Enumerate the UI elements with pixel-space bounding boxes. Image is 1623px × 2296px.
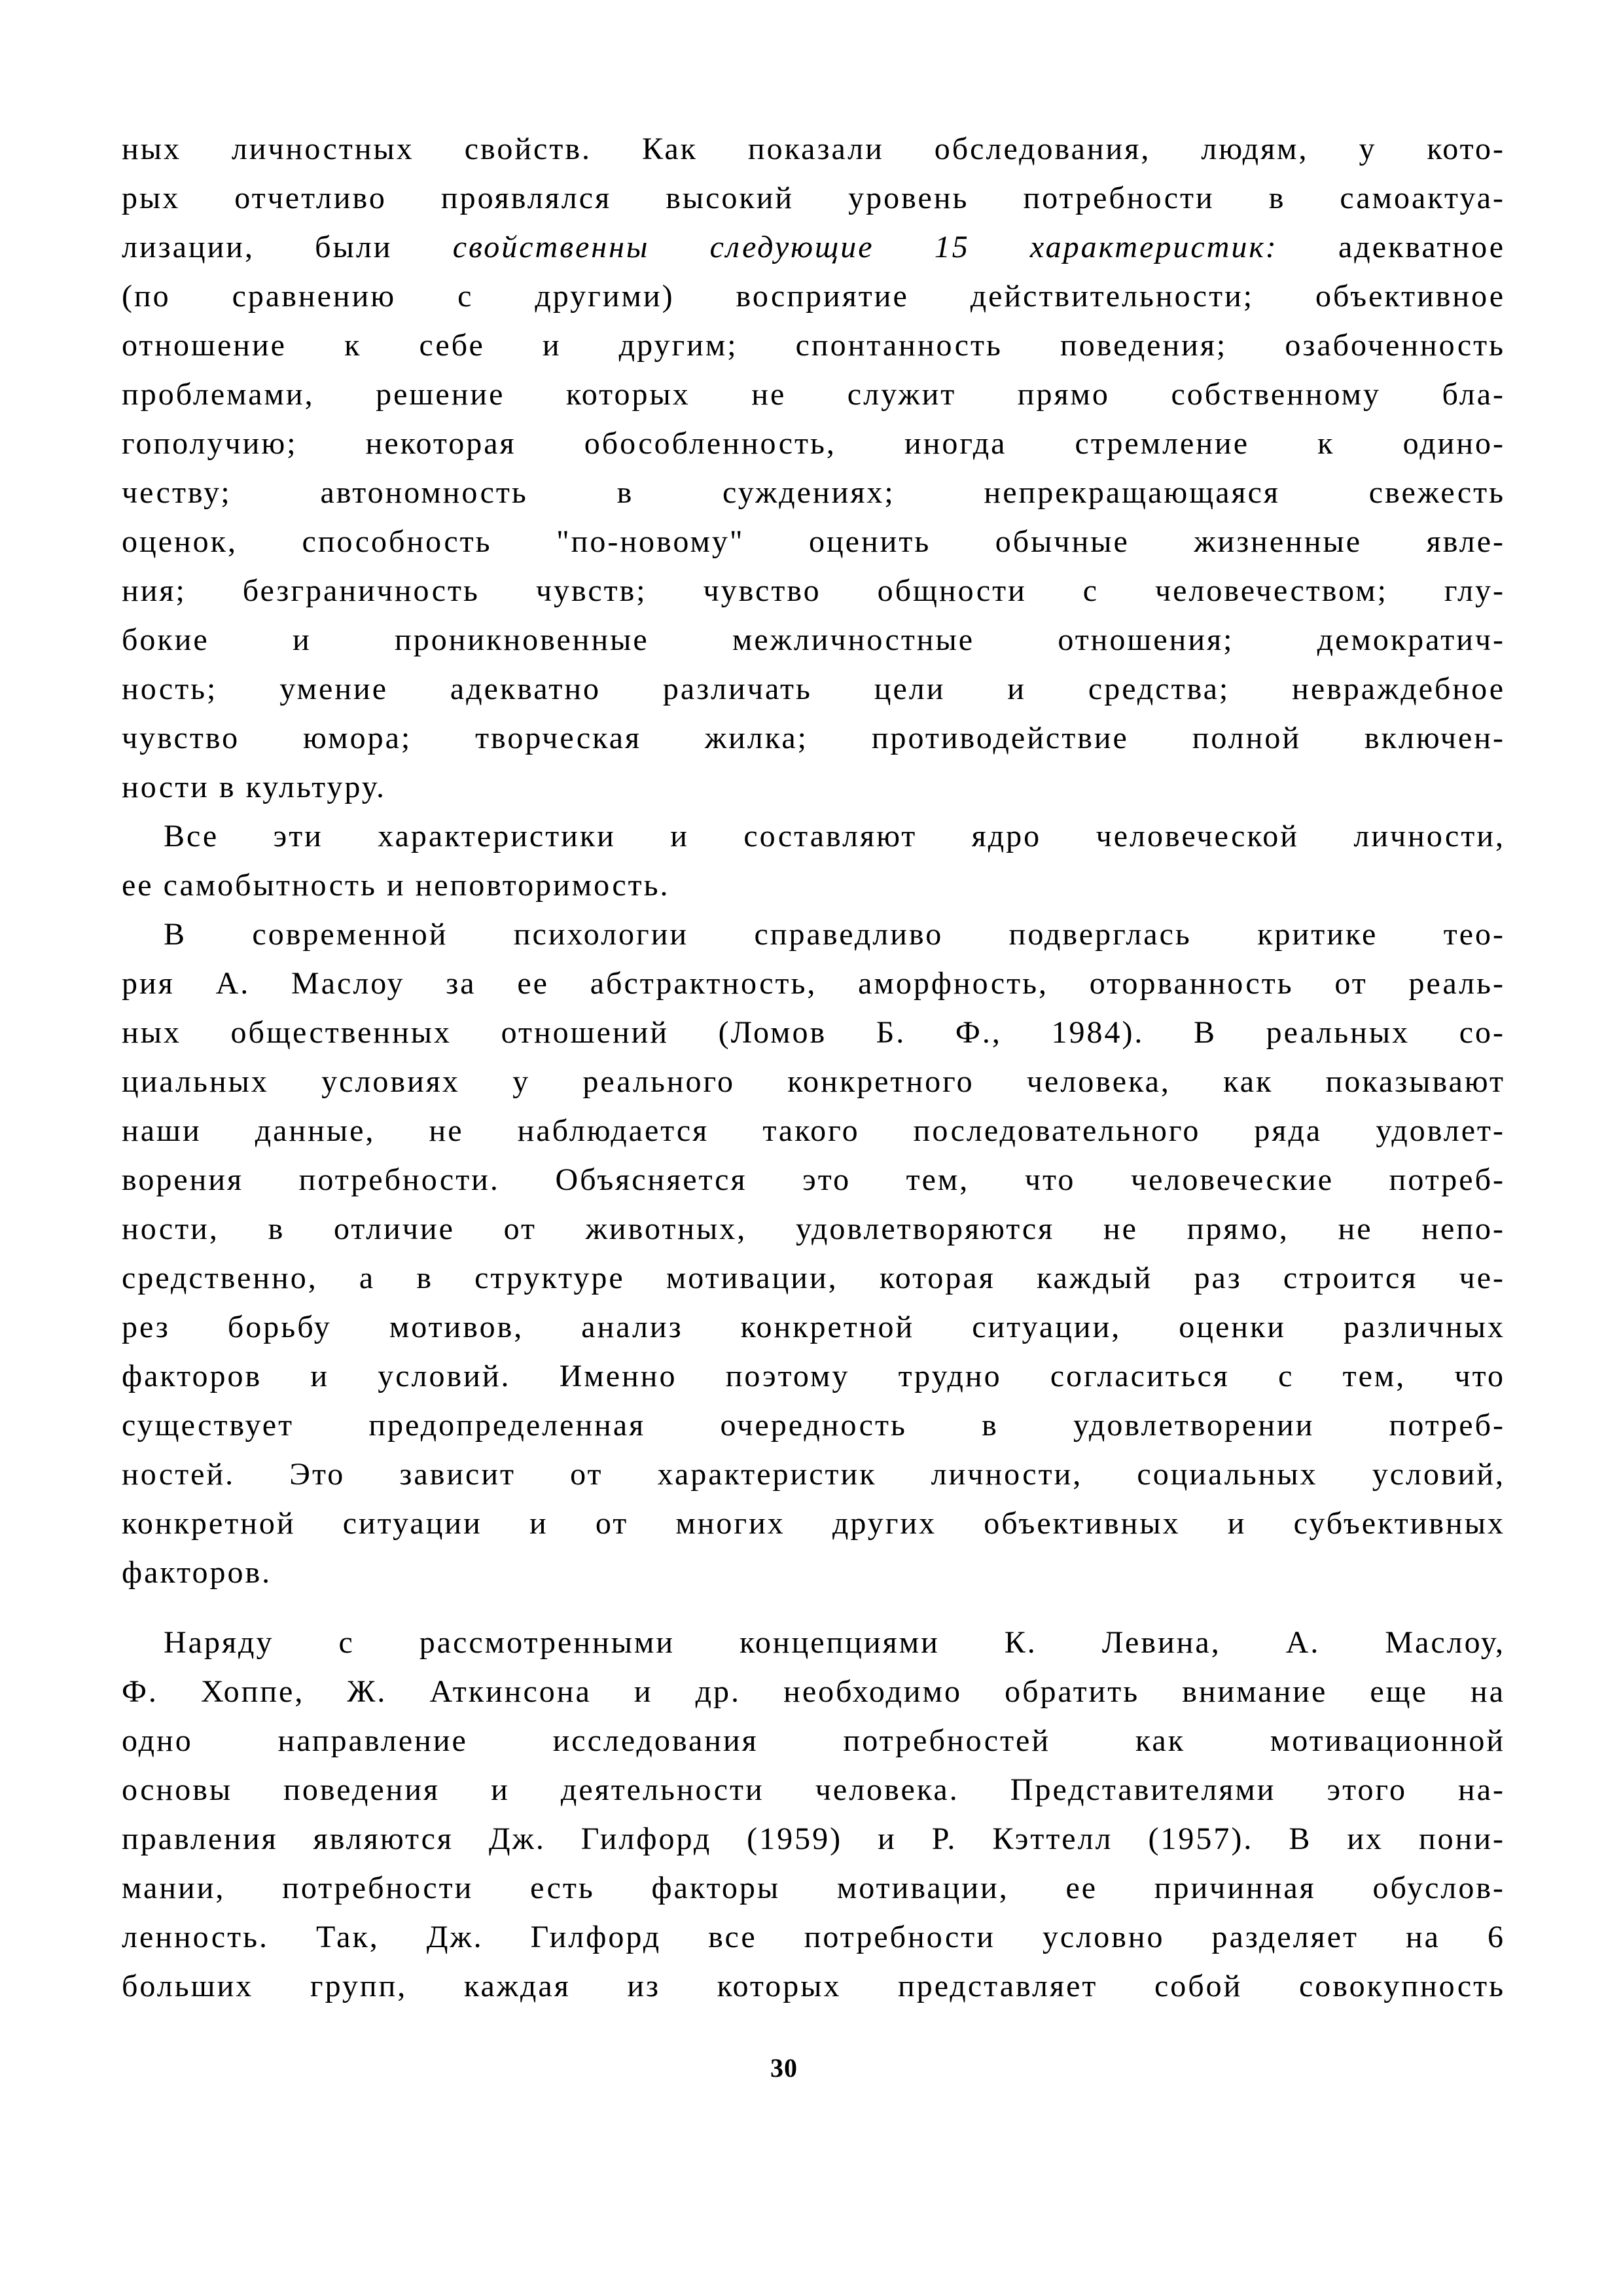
text-line: одно направление исследования потребностей как мотивационной [122,1723,1505,1758]
text-segment: лизации, были [122,230,453,264]
text-line: ность; умение адекватно различать цели и средства; невраждебное [122,672,1505,706]
text-line: ворения потребности. Объясняется это тем, что человеческие потреб- [122,1162,1505,1197]
paragraph [122,124,1505,812]
text-line: больших групп, каждая из которых представляет собой совокупность [122,1969,1505,2003]
text-segment: адекватное [1277,230,1505,264]
text-line: ее самобытность и неповторимость. [122,868,670,903]
text-line: средственно, а в структуре мотивации, которая каждый раз строится че- [122,1261,1505,1295]
text-line: ных общественных отношений (Ломов Б. Ф., 1984). В реальных со- [122,1015,1505,1050]
text-line: наши данные, не наблюдается такого последовательного ряда удовлет- [122,1113,1505,1148]
text-line [122,223,1505,272]
text-line: правления являются Дж. Гилфорд (1959) и Р. Кэттелл (1957). В их пони- [122,1821,1505,1856]
text-line: ностей. Это зависит от характеристик личности, социальных условий, [122,1457,1505,1492]
text-line: Ф. Хоппе, Ж. Аткинсона и др. необходимо обратить внимание еще на [122,1674,1505,1709]
text-line: отношение к себе и другим; спонтанность поведения; озабоченность [122,328,1505,363]
text-line: циальных условиях у реального конкретного человека, как показывают [122,1064,1505,1099]
text-line: рез борьбу мотивов, анализ конкретной ситуации, оценки различных [122,1310,1505,1344]
text-line: Наряду с рассмотренными концепциями К. Левина, А. Маслоу, [164,1625,1505,1660]
text-block [122,124,1505,2011]
text-line: ности в культуру. [122,770,386,804]
text-line: основы поведения и деятельности человека. Представителями этого на- [122,1772,1505,1807]
text-line: ности, в отличие от животных, удовлетворяются не прямо, не непо- [122,1211,1505,1246]
text-line: мании, потребности есть факторы мотивации, ее причинная обуслов- [122,1871,1505,1905]
italic-text-segment: свойственны следующие 15 характеристик: [452,230,1278,264]
text-line: факторов и условий. Именно поэтому трудно согласиться с тем, что [122,1359,1505,1393]
text-line: конкретной ситуации и от многих других объективных и субъективных [122,1506,1505,1541]
text-line: ленность. Так, Дж. Гилфорд все потребности условно разделяет на 6 [122,1920,1505,1954]
paragraph [122,1618,1505,2011]
text-line: ния; безграничность чувств; чувство общности с человечеством; глу- [122,573,1505,608]
text-line: проблемами, решение которых не служит прямо собственному бла- [122,377,1505,412]
text-line: честву; автономность в суждениях; непрекращающаяся свежесть [122,475,1505,510]
text-line: факторов. [122,1555,272,1590]
text-line: (по сравнению с другими) восприятие действительности; объективное [122,279,1505,314]
page-number: 30 [770,2053,798,2083]
text-line: чувство юмора; творческая жилка; противодействие полной включен- [122,721,1505,755]
text-line: ных личностных свойств. Как показали обследования, людям, у кото- [122,132,1505,166]
text-line: гополучию; некоторая обособленность, иногда стремление к одино- [122,426,1505,461]
paragraph [122,812,1505,910]
text-line: бокие и проникновенные межличностные отношения; демократич- [122,622,1505,657]
text-line: рия А. Маслоу за ее абстрактность, аморфность, оторванность от реаль- [122,966,1505,1001]
text-line: Все эти характеристики и составляют ядро человеческой личности, [164,819,1505,853]
text-line: В современной психологии справедливо подверглась критике тео- [164,917,1505,952]
text-line: рых отчетливо проявлялся высокий уровень потребности в самоактуа- [122,181,1505,215]
text-line: существует предопределенная очередность в удовлетворении потреб- [122,1408,1505,1443]
paragraph [122,910,1505,1597]
text-line: оценок, способность "по-новому" оценить обычные жизненные явле- [122,524,1505,559]
